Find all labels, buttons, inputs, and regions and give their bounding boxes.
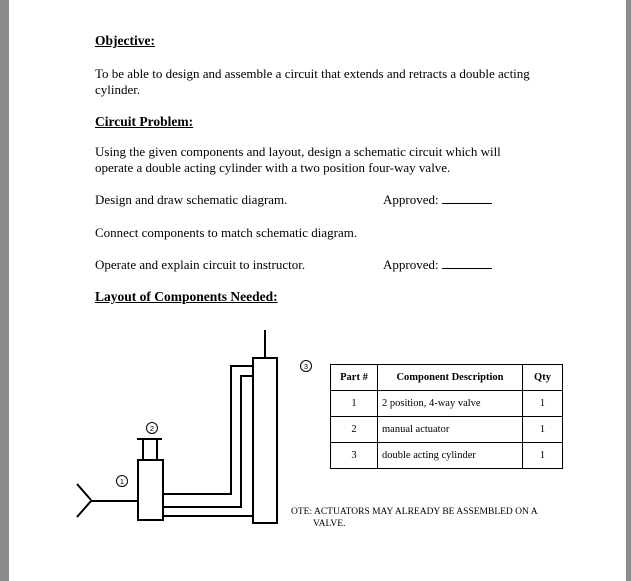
cell-part: 2 [331,417,378,443]
task-design-label: Design and draw schematic diagram. [95,192,288,207]
cell-qty: 1 [523,417,563,443]
header-qty: Qty [523,365,563,391]
task-operate-label: Operate and explain circuit to instructor. [95,257,306,272]
cell-description: manual actuator [378,417,523,443]
task-connect-label: Connect components to match schematic diagram. [95,225,358,240]
circuit-problem-text: Using the given components and layout, design a schematic circuit which will operate a double acting cylinder with a two position four-way valve. [95,144,501,175]
callout-3-label: 3 [303,362,309,371]
header-description: Component Description [378,365,523,391]
circuit-problem-heading: Circuit Problem: [95,114,194,129]
objective-text: To be able to design and assemble a circuit that extends and retracts a double acting cylinder. [95,66,530,97]
callout-1-label: 1 [119,477,125,486]
header-part: Part # [331,365,378,391]
parts-table [330,364,563,469]
valve-body [138,460,163,520]
table-row [331,391,563,417]
approval-label: Approved: [383,192,439,207]
cell-description: 2 position, 4-way valve [378,391,523,417]
table-header-row [331,365,563,391]
table-row [331,417,563,443]
layout-heading: Layout of Components Needed: [95,289,278,304]
inlet-fork-line [77,501,91,517]
inlet-fork-line [77,484,91,500]
note-line-2: VALVE. [313,519,346,529]
cylinder-body [253,358,277,523]
note-line-1: OTE: ACTUATORS MAY ALREADY BE ASSEMBLED ON A [291,507,538,517]
approval-label: Approved: [383,257,439,272]
cell-qty: 1 [523,391,563,417]
tube-upper [163,366,253,494]
component-layout-diagram [9,0,626,581]
cell-qty: 1 [523,443,563,469]
cell-description: double acting cylinder [378,443,523,469]
cell-part: 3 [331,443,378,469]
table-row [331,443,563,469]
cell-part: 1 [331,391,378,417]
tube-inner [163,376,253,507]
objective-heading: Objective: [95,33,155,48]
document-page [9,0,626,581]
callout-2-label: 2 [149,424,155,433]
